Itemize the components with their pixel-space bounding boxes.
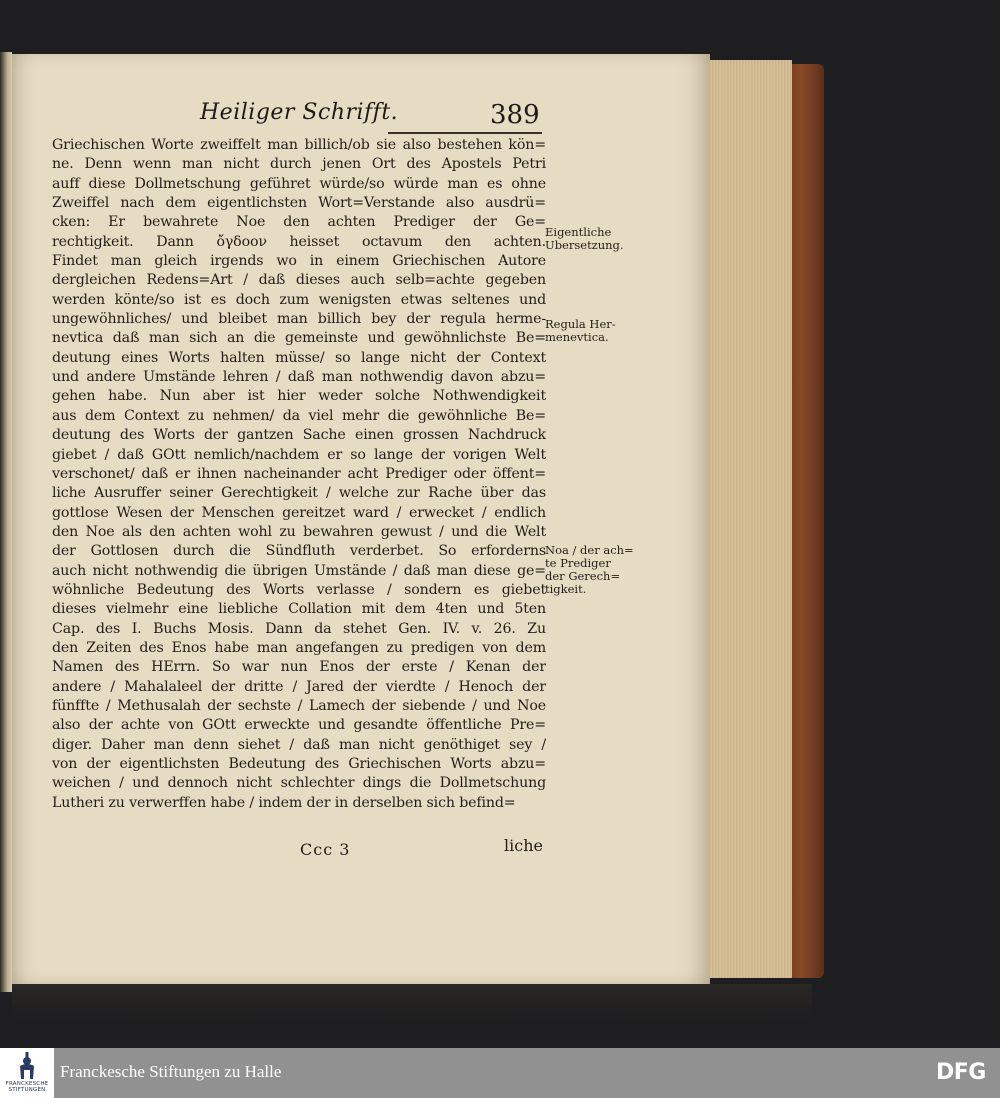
dfg-logo[interactable]: DFG xyxy=(936,1060,986,1085)
institution-logo[interactable] xyxy=(0,1048,54,1098)
orphanage-emblem-icon xyxy=(17,1052,37,1080)
text-line: den Noe als den achten wohl zu bewahren gewust / und die Welt xyxy=(52,523,546,540)
text-line: von der eigentlichsten Bedeutung des Griechischen Worts abzu= xyxy=(52,756,546,772)
text-line: cken: Er bewahrete Noe den achten Prediger der Ge= xyxy=(52,214,546,231)
text-line: giebet / daß GOtt nemlich/nachdem er so lange der vorigen Welt xyxy=(52,446,546,463)
text-line: also der achte von GOtt erweckte und gesandte öffentliche Pre= xyxy=(52,717,546,734)
text-line: dergleichen Redens=Art / daß dieses auch selb=achte gegeben xyxy=(52,272,546,289)
text-line: rechtigkeit. Dann ὄγδοον heisset octavum den achten. xyxy=(52,233,546,250)
page-shadow xyxy=(12,984,812,1020)
text-line: verschonet/ daß er ihnen nacheinander acht Prediger oder öffent= xyxy=(52,465,546,482)
catchword: liche xyxy=(504,836,543,855)
running-head: Heiliger Schrifft. xyxy=(200,100,399,125)
footer-title: Franckesche Stiftungen zu Halle xyxy=(60,1062,282,1081)
text-line: dieses vielmehr eine liebliche Collation mit dem 4ten und 5ten xyxy=(52,601,546,618)
text-line: und andere Umstände lehren / daß man nothwendig davon abzu= xyxy=(52,369,546,386)
text-line: Griechischen Worte zweiffelt man billich/ob sie also bestehen kön= xyxy=(52,137,546,153)
text-line: Cap. des I. Buchs Mosis. Dann da stehet Gen. IV. v. 26. Zu xyxy=(52,620,546,637)
body-text xyxy=(52,136,546,813)
text-line: liche Ausruffer seiner Gerechtigkeit / welche zur Rache über das xyxy=(52,485,546,502)
text-line: diger. Daher man denn siehet / daß man nicht genöthiget sey / xyxy=(52,736,546,753)
text-line: deutung des Worts der gantzen Sache einen grossen Nachdruck xyxy=(52,427,546,444)
text-line: werden könte/so ist es doch zum wenigsten etwas seltenes und xyxy=(52,291,546,308)
page-number: 389 xyxy=(490,100,540,130)
text-line: Findet man gleich irgends wo in einem Griechischen Autore xyxy=(52,253,546,270)
margin-note: Regula Her- menevtica. xyxy=(545,317,616,344)
text-line: den Zeiten des Enos habe man angefangen zu predigen von dem xyxy=(52,639,546,656)
logo-wordmark: FRANCKESCHE STIFTUNGEN xyxy=(5,1081,49,1093)
text-line: aus dem Context zu nehmen/ da viel mehr die gewöhnliche Be= xyxy=(52,407,546,424)
page-block-edges xyxy=(708,60,792,978)
footer-bar xyxy=(0,1048,1000,1098)
text-line: wöhnliche Bedeutung des Worts verlasse / sondern es giebet xyxy=(52,581,546,598)
left-page-edge xyxy=(0,52,12,992)
text-line: Lutheri zu verwerffen habe / indem der in derselben sich befind= xyxy=(52,794,516,811)
text-line: gehen habe. Nun aber ist hier weder solche Nothwendigkeit xyxy=(52,388,546,405)
text-line: Zweiffel nach dem eigentlichsten Wort=Verstande also ausdrü= xyxy=(52,195,546,212)
text-line: deutung eines Worts halten müsse/ so lange nicht der Context xyxy=(52,349,546,366)
header-rule xyxy=(388,132,542,134)
text-line: gottlose Wesen der Menschen gereitzet ward / erwecket / endlich xyxy=(52,504,546,521)
text-line: auch nicht nothwendig die übrigen Umstände / daß man diese ge= xyxy=(52,562,546,579)
text-line: ne. Denn wenn man nicht durch jenen Ort des Apostels Petri xyxy=(52,156,546,173)
text-line: fünffte / Methusalah der sechste / Lamech der siebende / und Noe xyxy=(52,697,546,714)
margin-note: Noa / der ach= te Prediger der Gerech= tigkeit. xyxy=(545,543,634,596)
text-line: andere / Mahalaleel der dritte / Jared der vierdte / Henoch der xyxy=(52,678,546,695)
signature-mark: Ccc 3 xyxy=(300,840,351,859)
text-line: Namen des HErrn. So war nun Enos der erste / Kenan der xyxy=(52,659,546,676)
text-line: der Gottlosen durch die Sündfluth verderbet. So erforderns xyxy=(52,543,546,560)
text-line: ungewöhnliches/ und bleibet man billich bey der regula herme- xyxy=(52,311,546,328)
text-line: weichen / und dennoch nicht schlechter dings die Dollmetschung xyxy=(52,775,546,792)
margin-note: Eigentliche Ubersetzung. xyxy=(545,225,624,252)
text-line: nevtica daß man sich an die gemeinste und gewöhnlichste Be= xyxy=(52,330,546,347)
text-line: auff diese Dollmetschung geführet würde/so würde man es ohne xyxy=(52,175,546,192)
